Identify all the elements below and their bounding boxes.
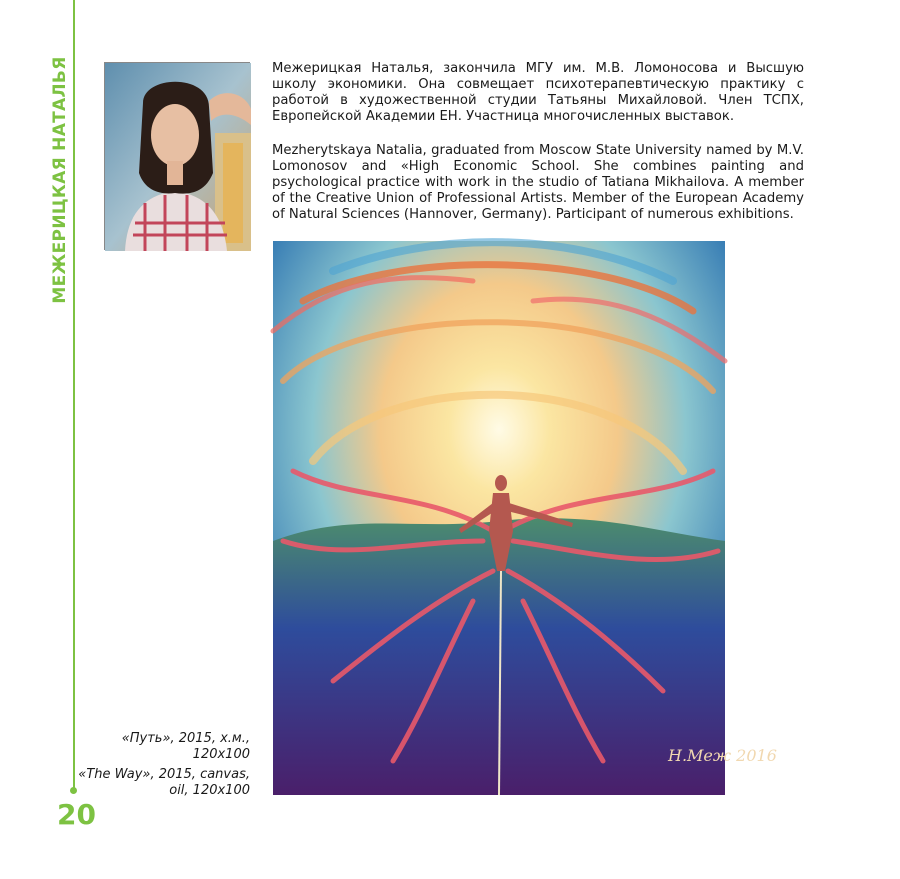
painting-the-way [273, 241, 777, 795]
vertical-rule [73, 0, 75, 790]
painting-signature: Н.Меж 2016 [668, 746, 777, 765]
artist-name-vertical: МЕЖЕРИЦКАЯ НАТАЛЬЯ [50, 56, 70, 304]
biography-english: Mezherytskaya Natalia, graduated from Moscow State University named by M.V. Lomonosov and «High Economic School. She combines painting and psychological practice with work in the studio of Tatiana Mikhailova. A member of the Creative Union of Professional Artists. Member of the European Academy of Natural Sciences (Hannover, Germany). Participant of numerous exhibitions. [272, 143, 804, 222]
page-number: 20 [57, 798, 96, 831]
artist-portrait-photo [104, 62, 250, 250]
caption-russian: «Путь», 2015, х.м., 120x100 [121, 731, 250, 762]
biography-russian: Межерицкая Наталья, закончила МГУ им. М.В. Ломоносова и Высшую школу экономики. Она совмещает психотерапевтическую практику с работой в художественной студии Татьяны Михайловой. Член ТСПХ, Европейской Академии ЕН. Участница многочисленных выставок. [272, 61, 804, 124]
caption-english: «The Way», 2015, canvas, oil, 120x100 [78, 767, 250, 798]
